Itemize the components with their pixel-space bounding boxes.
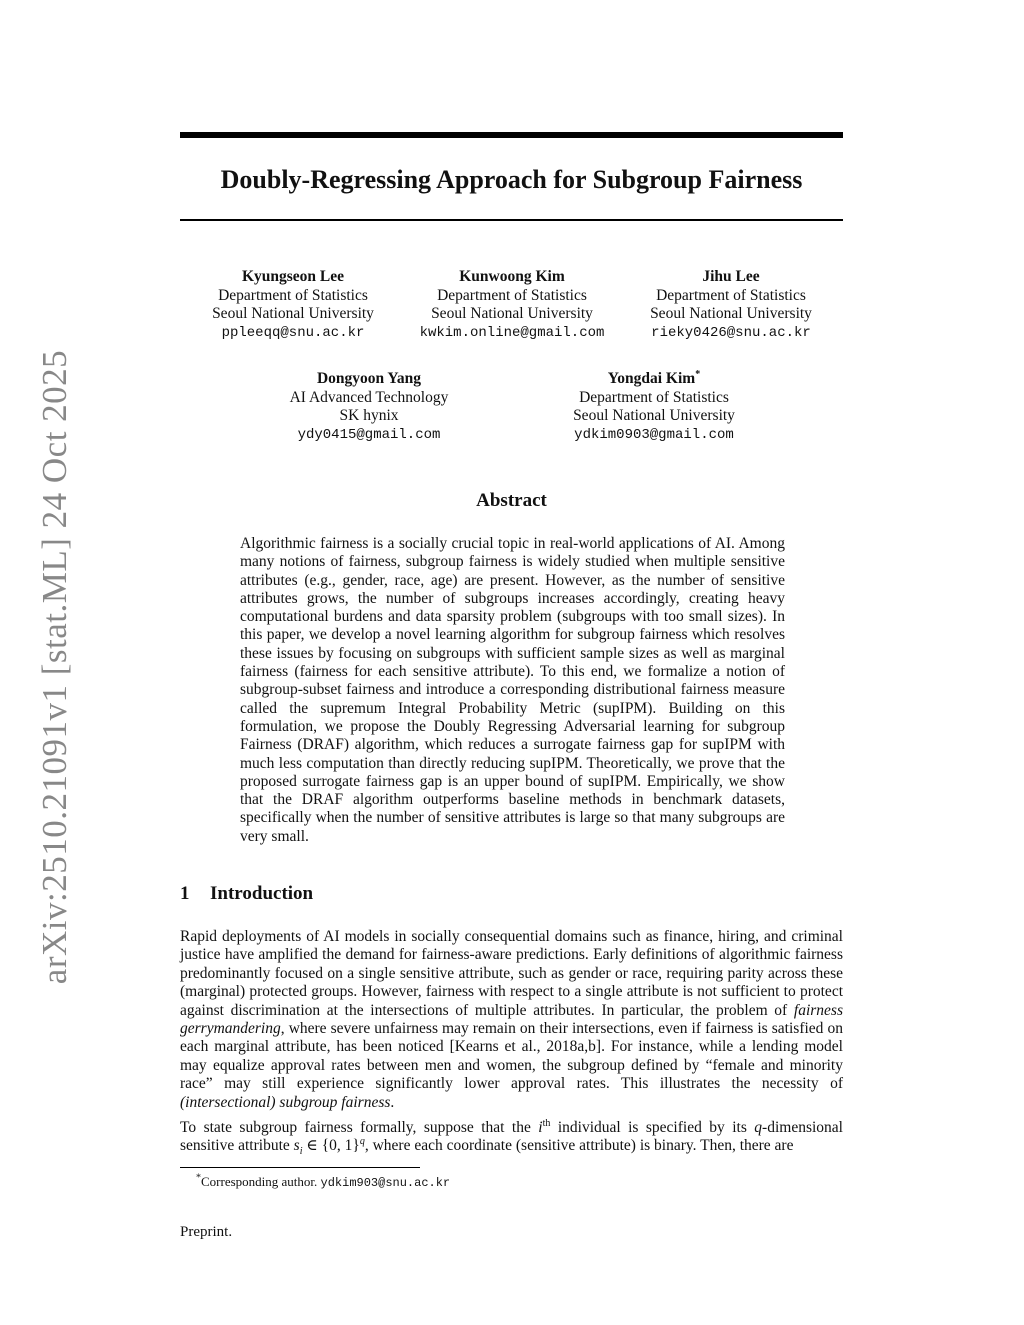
author-name-text: Yongdai Kim <box>607 370 696 387</box>
preprint-label: Preprint. <box>180 1224 233 1240</box>
author-name: Kyungseon Lee <box>241 268 345 285</box>
author-name: Kunwoong Kim <box>459 268 565 285</box>
footnote-email[interactable]: ydkim903@snu.ac.kr <box>320 1176 451 1190</box>
intro-paragraph <box>180 1119 843 1162</box>
author-department: Department of Statistics <box>579 388 729 406</box>
text-run: , where severe unfairness may remain on their intersections, even if fairness is satisfied on each marginal attribute, has been noticed [Kearns et al., 2018a,b]. For instance, while a lending model may equalize approval rates between men and women, the subgroup defined by “female and minority race” may still experience significantly lower approval rates. This illustrates the necessity of <box>180 1020 843 1093</box>
section-heading <box>180 883 843 905</box>
math-symbol: s <box>293 1137 300 1155</box>
paper-title: Doubly-Regressing Approach for Subgroup Fairness <box>220 165 803 194</box>
author-affiliation: Seoul National University <box>431 305 593 322</box>
author-name: Jihu Lee <box>702 268 760 285</box>
section-title: Introduction <box>210 883 314 904</box>
arxiv-stamp-text: arXiv:2510.21091v1 [stat.ML] 24 Oct 2025 <box>35 349 74 985</box>
intro-paragraph <box>180 928 843 1112</box>
emphasis-text: (intersectional) subgroup fairness <box>180 1093 391 1111</box>
footnote-mark: * <box>196 1172 201 1184</box>
author-block <box>631 268 831 342</box>
author-email[interactable]: ydy0415@gmail.com <box>297 426 441 443</box>
author-email[interactable]: rieky0426@snu.ac.kr <box>651 324 811 341</box>
math-superscript: th <box>542 1117 551 1129</box>
author-affiliation: Seoul National University <box>573 407 735 424</box>
author-name: Dongyoon Yang <box>316 370 422 387</box>
author-email[interactable]: ydkim0903@gmail.com <box>574 426 734 443</box>
title-rule-top <box>180 132 843 138</box>
author-block <box>554 370 754 444</box>
author-department: Department of Statistics <box>656 286 806 304</box>
title-rule-bottom <box>180 219 843 221</box>
math-subscript: i <box>299 1146 303 1158</box>
abstract-heading: Abstract <box>476 490 547 511</box>
author-block <box>269 370 469 444</box>
author-department: Department of Statistics <box>218 286 368 304</box>
math-expression: ∈ {0, 1} <box>302 1137 360 1155</box>
author-department: AI Advanced Technology <box>289 388 449 406</box>
author-email[interactable]: ppleeqq@snu.ac.kr <box>221 324 365 341</box>
author-block <box>193 268 393 342</box>
abstract-text: Algorithmic fairness is a socially crucial topic in real-world applications of AI. Among many notions of fairness, subgroup fairness is widely studied when multiple sensitive attributes (e.g., gender, race, age) are present. However, as the number of sensitive attributes grows, the number of subgroups increases accordingly, creating heavy computational burdens and data sparsity problem (subgroups with too small sizes). In this paper, we develop a novel learning algorithm for subgroup fairness which resolves these issues by focusing on subgroups with sufficient sample sizes as well as marginal fairness (fairness for each sensitive attribute). To this end, we formalize a notion of subgroup-subset fairness and introduce a corresponding distributional fairness measure called the supremum Integral Probability Metric (supIPM). Building on this formulation, we propose the Doubly Regressing Adversarial learning for subgroup Fairness (DRAF) algorithm, which reduces a surrogate fairness gap for supIPM with much less computation than directly reducing supIPM. Theoretically, we prove that the proposed surrogate fairness gap is an upper bound of supIPM. Empirically, we show that the DRAF algorithm outperforms baseline methods in benchmark datasets, specifically when the number of sensitive attributes is large so that many subgroups are very small. <box>240 535 785 845</box>
corresponding-mark[interactable]: * <box>695 368 701 380</box>
author-affiliation: Seoul National University <box>650 305 812 322</box>
author-affiliation: SK hynix <box>339 407 399 424</box>
text-run: . <box>390 1093 395 1111</box>
author-block <box>412 268 612 342</box>
arxiv-stamp <box>35 349 74 985</box>
author-department: Department of Statistics <box>437 286 587 304</box>
author-email[interactable]: kwkim.online@gmail.com <box>419 324 605 341</box>
math-symbol: q <box>754 1119 763 1136</box>
author-name <box>554 370 754 389</box>
text-run: Rapid deployments of AI models in socially consequential domains such as finance, hiring, and criminal justice have amplified the demand for fairness-aware predictions. Early definitions of algorithmic fairness predominantly focused on a single sensitive attribute, such as gender or race, requiring parity across these (marginal) protected groups. However, fairness with respect to a single attribute is not sufficient to protect against discrimination at the intersections of multiple attributes. In particular, the problem of <box>180 928 843 1019</box>
math-symbol: i <box>538 1119 543 1136</box>
footnote-text: Corresponding author. <box>201 1174 321 1189</box>
text-run: , where each coordinate (sensitive attribute) is binary. Then, there are <box>364 1137 794 1155</box>
text-run: -dimensional sensitive attribute <box>180 1119 843 1155</box>
footnote-rule <box>180 1167 420 1168</box>
math-superscript: q <box>359 1136 365 1148</box>
footnote <box>196 1174 796 1191</box>
emphasis-text: fairness gerrymandering <box>180 1001 843 1038</box>
text-run: To state subgroup fairness formally, suppose that the <box>180 1119 539 1136</box>
section-number: 1 <box>180 883 190 904</box>
author-affiliation: Seoul National University <box>212 305 374 322</box>
text-run: individual is specified by its <box>550 1119 755 1136</box>
